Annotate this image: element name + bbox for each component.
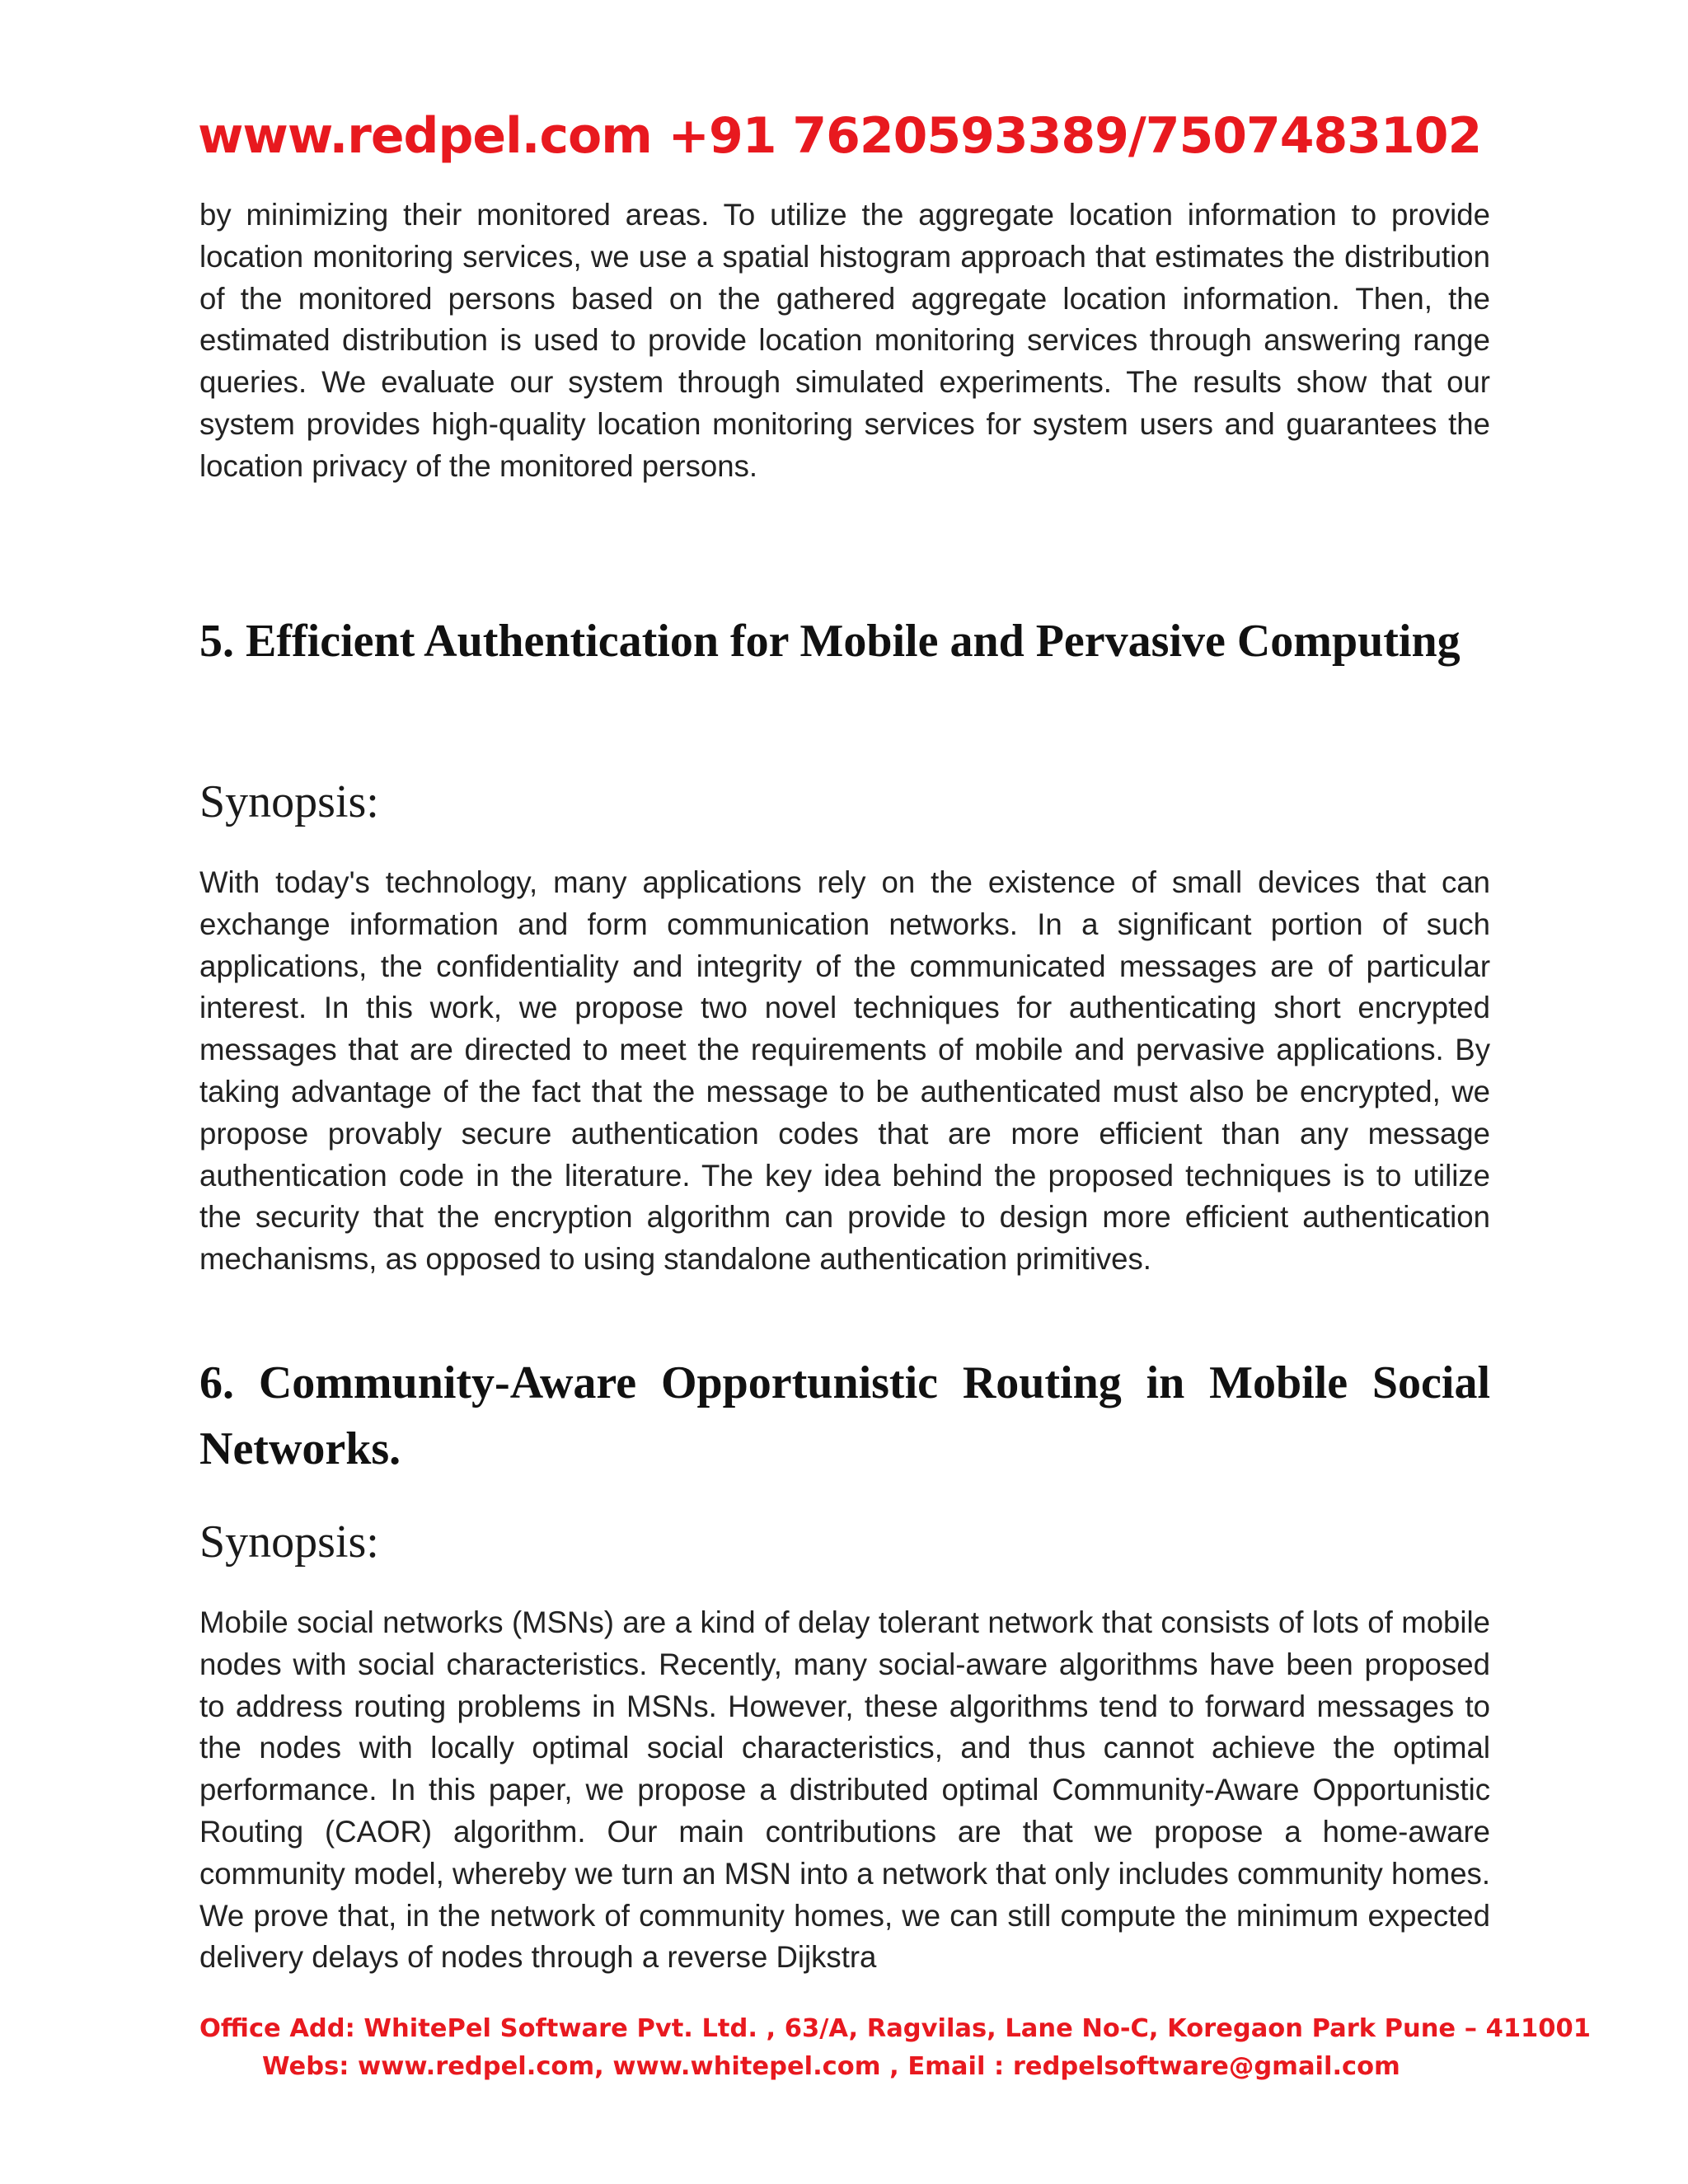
section-6-title: 6. Community-Aware Opportunistic Routing in Mobile Social Networks. bbox=[199, 1357, 1490, 1474]
header-contact: www.redpel.com +91 7620593389/7507483102 bbox=[198, 107, 1482, 165]
intro-paragraph: by minimizing their monitored areas. To utilize the aggregate location information to provide location monitoring services, we use a spatial histogram approach that estimates the distribution of the monitored persons based on the gathered aggregate location information. Then, the estimated distribution is used to provide location monitoring services through answering range queries. We evaluate our system through simulated experiments. The results show that our system provides high-quality location monitoring services for system users and guarantees the location privacy of the monitored persons. bbox=[199, 198, 1490, 483]
section-5-synopsis-label: Synopsis: bbox=[199, 776, 379, 827]
section-6-synopsis-label: Synopsis: bbox=[199, 1516, 379, 1568]
section-6-body: Mobile social networks (MSNs) are a kind of delay tolerant network that consists of lots of mobile nodes with social characteristics. Recently, many social-aware algorithms have been proposed to address routing problems in MSNs. However, these algorithms tend to forward messages to the nodes with locally optimal social characteristics, and thus cannot achieve the optimal performance. In this paper, we propose a distributed optimal Community-Aware Opportunistic Routing (CAOR) algorithm. Our main contributions are that we propose a home-aware community model, whereby we turn an MSN into a network that only includes community homes. We prove that, in the network of community homes, we can still compute the minimum expected delivery delays of nodes through a reverse Dijkstra bbox=[199, 1605, 1490, 1975]
footer-address: Office Add: WhitePel Software Pvt. Ltd. , 63/A, Ragvilas, Lane No-C, Koregaon Park Pune – 411001 bbox=[199, 2014, 1591, 2043]
section-5-body: With today's technology, many applications rely on the existence of small devices that can exchange information and form communication networks. In a significant portion of such applications, the confidentiality and integrity of the communicated messages are of particular interest. In this work, we propose two novel techniques for authenticating short encrypted messages that are directed to meet the requirements of mobile and pervasive applications. By taking advantage of the fact that the message to be authenticated must also be encrypted, we propose provably secure authentication codes that are more efficient than any message authentication code in the literature. The key idea behind the proposed techniques is to utilize the security that the encryption algorithm can provide to design more efficient authentication mechanisms, as opposed to using standalone authentication primitives. bbox=[199, 865, 1490, 1277]
footer-webs: Webs: www.redpel.com, www.whitepel.com , Email : redpelsoftware@gmail.com bbox=[262, 2052, 1400, 2081]
section-5-title: 5. Efficient Authentication for Mobile and Pervasive Computing bbox=[199, 616, 1461, 667]
